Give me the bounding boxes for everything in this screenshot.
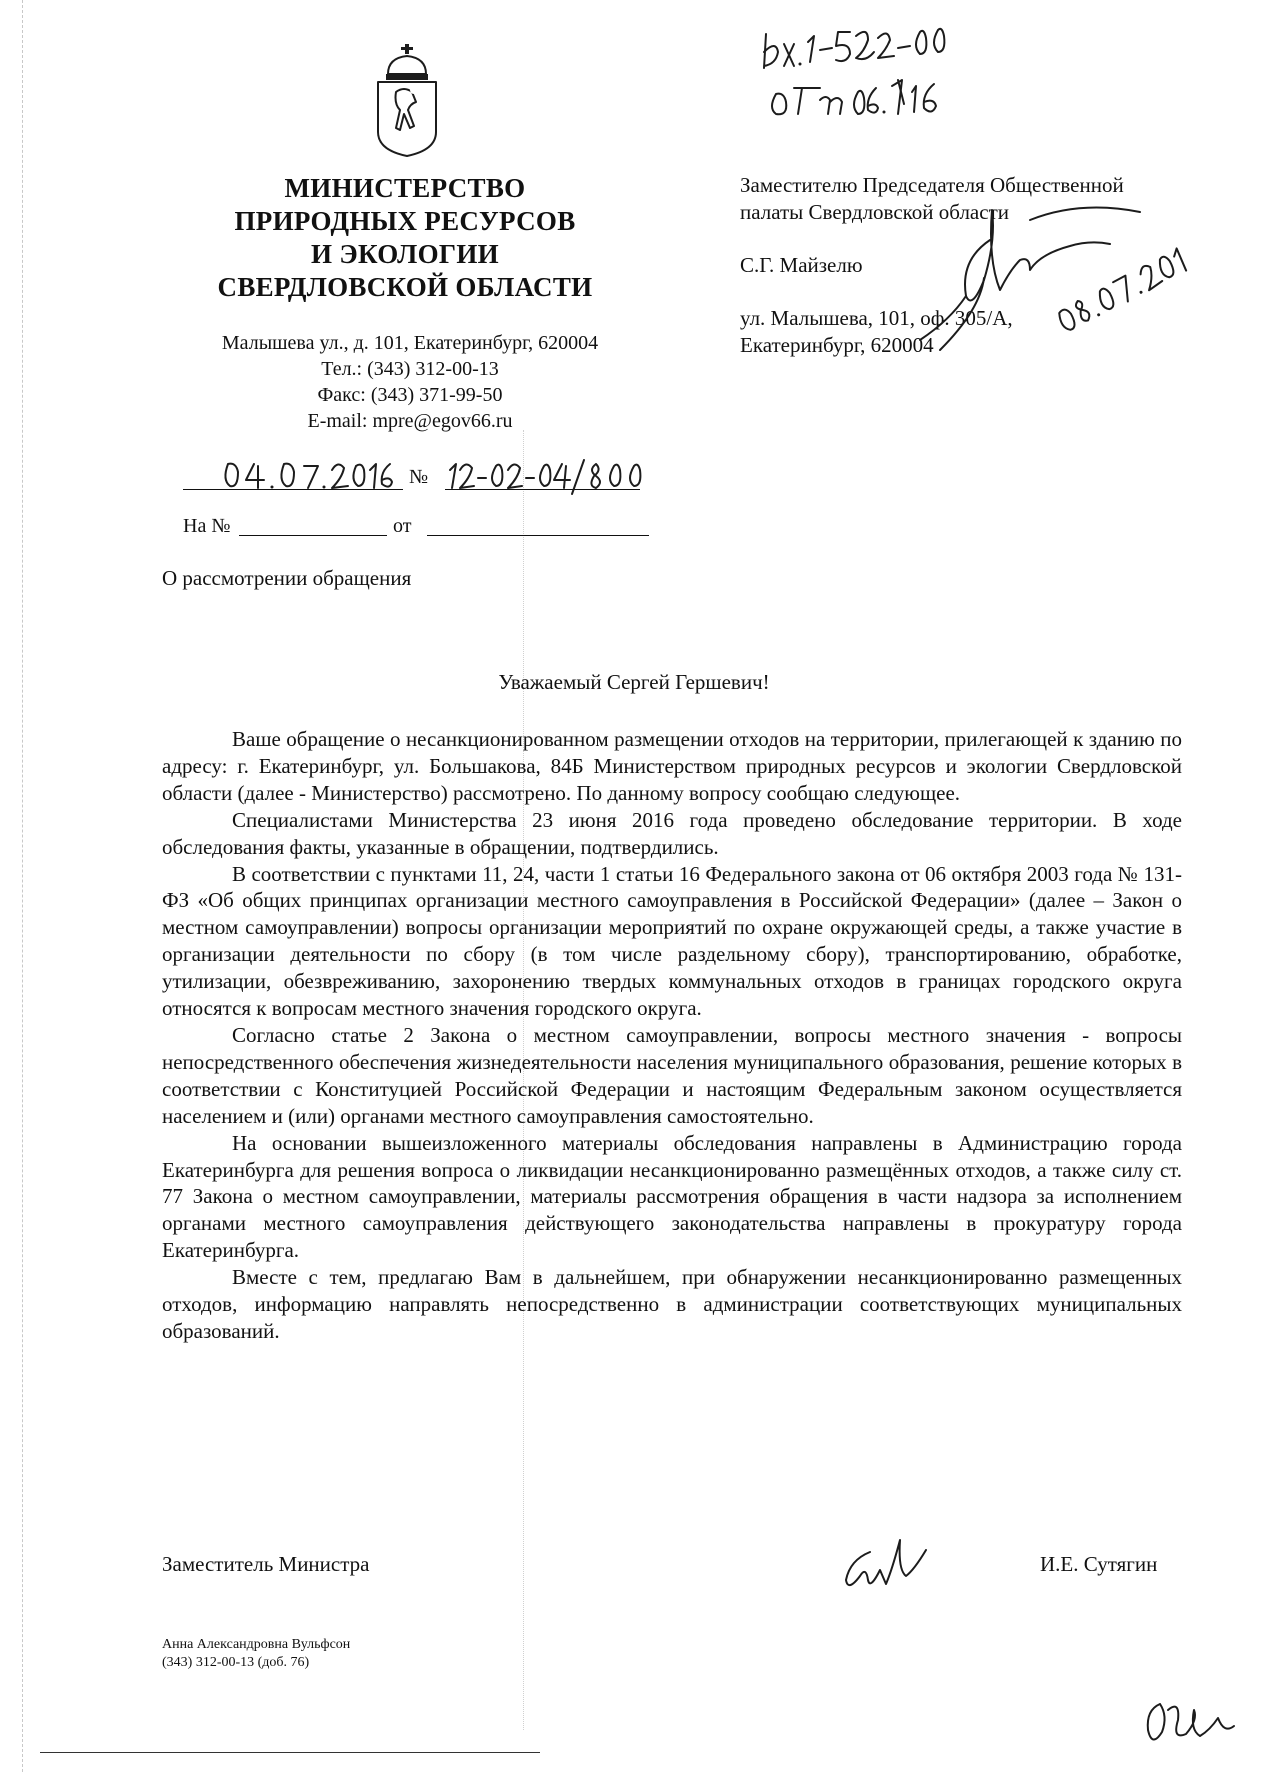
- ministry-title-line: СВЕРДЛОВСКОЙ ОБЛАСТИ: [217, 272, 593, 302]
- handwritten-receipt-date: [1040, 226, 1200, 322]
- handwritten-outgoing-number: [444, 456, 644, 496]
- executor-info: [162, 1636, 350, 1672]
- ref-date-underline: [427, 535, 649, 536]
- body-paragraph: Вместе с тем, предлагаю Вам в дальнейшем, при обнаружении несанкционированно размещенных отходов, информацию направлять непосредственно в администрации соответствующих муниципальных образований.: [162, 1265, 1182, 1343]
- handwritten-outgoing-date: [220, 458, 390, 494]
- body-paragraph: Согласно статье 2 Закона о местном самоуправлении, вопросы местного значения - вопросы непосредственного обеспечения жизнедеятельности населения муниципального образования, решение которых в соответствии с Конституцией Российской Федерации и настоящим Федеральным законом осуществляется населением и (или) органами местного самоуправления самостоятельно.: [162, 1022, 1182, 1128]
- ministry-title-line: ПРИРОДНЫХ РЕСУРСОВ: [234, 206, 576, 236]
- ministry-title-line: И ЭКОЛОГИИ: [311, 239, 499, 269]
- ministry-phone: Тел.: (343) 312-00-13: [321, 358, 499, 380]
- ministry-address: Малышева ул., д. 101, Екатеринбург, 620004: [221, 332, 599, 354]
- recipient-address-line: Екатеринбург, 620004: [740, 333, 934, 357]
- signer-name: И.Е. Сутягин: [1040, 1552, 1158, 1576]
- executor-phone: (343) 312-00-13 (доб. 76): [162, 1655, 310, 1670]
- ref-number-label: На №: [183, 515, 231, 537]
- ref-number-underline: [239, 535, 387, 536]
- recipient-address-line: ул. Малышева, 101, оф. 305/А,: [740, 306, 1013, 330]
- ministry-fax: Факс: (343) 371-99-50: [317, 384, 503, 406]
- ref-from-label: от: [393, 515, 412, 537]
- letter-body: [162, 726, 1182, 1345]
- coat-of-arms-icon: [374, 44, 440, 156]
- body-paragraph: В соответствии с пунктами 11, 24, части 1 статьи 16 Федерального закона от 06 октября 2003 года № 131-ФЗ «Об общих принципах организации местного самоуправления в Российской Федерации» (далее – Закон о местном самоуправлении) вопросы организации мероприятий по охране окружающей среды, а также участие в организации деятельности по сбору (в том числе раздельному сбору), транспортированию, обработке, утилизации, обезвреживанию, захоронению твердых коммунальных отходов в границах городского округа относятся к вопросам местного значения городского округа.: [162, 861, 1182, 1021]
- body-paragraph: На основании вышеизложенного материалы обследования направлены в Администрацию города Екатеринбурга для решения вопроса о ликвидации несанкционированно размещённых отходов, а также силу ст. 77 Закона о местном самоуправлении, материалы рассмотрения обращения в части надзора за исполнением органами местного самоуправления действующего законодательства направлены в прокуратуру города Екатеринбурга.: [162, 1130, 1182, 1263]
- ministry-email: E-mail: mpre@egov66.ru: [307, 410, 513, 432]
- signer-signature: [840, 1530, 950, 1600]
- recipient-title-line: палаты Свердловской области: [740, 200, 1009, 224]
- ministry-title: [200, 172, 610, 304]
- ministry-title-line: МИНИСТЕРСТВО: [284, 173, 526, 203]
- reference-line: [183, 508, 653, 538]
- scan-margin-line: [22, 0, 23, 1772]
- body-paragraph: Специалистами Министерства 23 июня 2016 года проведено обследование территории. В ходе обследования факты, указанные в обращении, подтвердились.: [162, 807, 1182, 859]
- recipient-name: С.Г. Майзелю: [740, 253, 863, 277]
- handwritten-incoming-stamp: [758, 22, 1018, 122]
- executor-name: Анна Александровна Вульфсон: [162, 1637, 351, 1652]
- signer-position: Заместитель Министра: [162, 1552, 370, 1576]
- ministry-contacts: [190, 330, 630, 434]
- letter-subject: О рассмотрении обращения: [162, 566, 412, 590]
- bottom-scan-line: [40, 1752, 540, 1753]
- body-paragraph: Ваше обращение о несанкционированном размещении отходов на территории, прилегающей к зданию по адресу: г. Екатеринбург, ул. Большакова, 84Б Министерством природных ресурсов и экологии Свердловской области (далее - Министерство) рассмотрено. По данному вопросу сообщаю следующее.: [162, 727, 1182, 805]
- number-sign: №: [409, 466, 429, 488]
- recipient-title-line: Заместителю Председателя Общественной: [740, 173, 1124, 197]
- letter-greeting: Уважаемый Сергей Гершевич!: [498, 670, 770, 694]
- archive-signature: [1140, 1690, 1240, 1760]
